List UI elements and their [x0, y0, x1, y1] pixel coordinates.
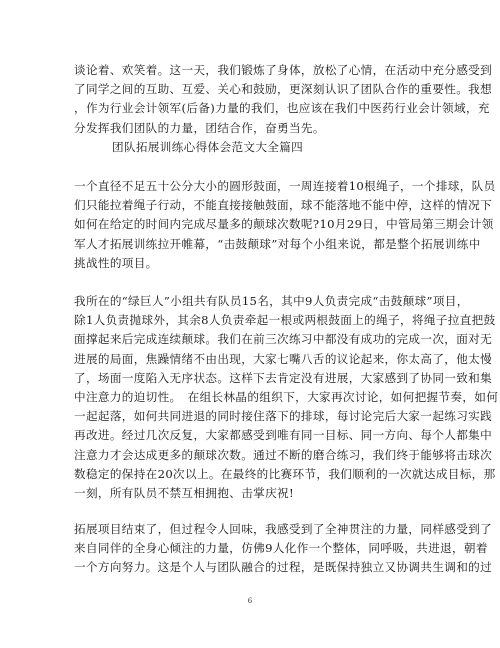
text-line: 了同学之间的互助、互爱、关心和鼓励，更深刻认识了团队合作的重要性。我想 [74, 82, 493, 97]
text-line: 除1人负责抛球外，其余8人负责牵起一根或两根鼓面上的绳子，将绳子拉直把鼓 [74, 313, 496, 328]
text-line: 军人才拓展训练拉开帷幕，“击鼓颠球”对每个小组来说，都是整个拓展训练中 [74, 236, 481, 251]
page-number: 6 [247, 597, 253, 605]
paragraph-2 [74, 292, 499, 503]
text-line: 面撑起来后完成连续颠球。我们在前三次练习中都没有成功的完成一次，面对无 [74, 332, 493, 347]
text-line: 一个直径不足五十公分大小的圆形鼓面，一周连接着10根绳子，一个排球，队员 [74, 179, 496, 193]
text-line: 谈论着、欢笑着。这一天，我们锻炼了身体，放松了心情，在活动中充分感受到 [74, 63, 493, 77]
text-line: 进展的局面，焦躁情绪不由出现，大家七嘴八舌的议论起来，你太高了，他太慢 [74, 351, 493, 366]
text-line: 挑战性的项目。 [74, 255, 158, 270]
paragraph-3 [74, 520, 493, 578]
paragraph-1 [74, 177, 496, 273]
paragraph-intro [74, 61, 493, 138]
text-line: 一刻，所有队员不禁互相拥抱、击掌庆祝! [74, 485, 294, 500]
text-line: 数稳定的保持在20次以上。在最终的比赛环节，我们顺利的一次就达成目标，那 [74, 466, 496, 481]
text-line: 来自同伴的全身心倾注的力量，仿佛9人化作一个整体，同呼吸，共进退，朝着 [74, 541, 488, 556]
text-line: 了，场面一度陷入无序状态。这样下去肯定没有进展，大家感到了协同一致和集 [74, 370, 493, 385]
text-line: 一个方向努力。这是个人与团队融合的过程，是既保持独立又协调共生调和的过 [74, 560, 493, 575]
text-line: 分发挥我们团队的力量，团结合作，奋勇当先。 [74, 120, 325, 135]
text-line: 再改进。经过几次反复，大家都感受到唯有同一目标、同一方向、每个人都集中 [74, 428, 493, 443]
text-line: 如何在给定的时间内完成尽量多的颠球次数呢?10月29日，中管局第三期会计领 [74, 217, 494, 232]
text-line: 们只能拉着绳子行动，不能直接接触鼓面，球不能落地不能中停，这样的情况下 [74, 198, 493, 213]
text-line: 中注意力的迫切性。 在组长林晶的组织下，大家再次讨论，如何把握节奏，如何 [74, 389, 499, 404]
section-heading: 团队拓展训练心得体会范文大全篇四 [112, 140, 304, 154]
text-line: 一起起落，如何共同进退的同时接住落下的排球，每讨论完后大家一起练习实践 [74, 409, 493, 424]
text-line: 注意力才会达成更多的颠球次数。通过不断的磨合练习，我们终于能够将击球次 [74, 447, 493, 462]
text-line: ，作为行业会计领军(后备)力量的我们，也应该在我们中医药行业会计领域，充 [74, 101, 490, 116]
text-line: 我所在的“绿巨人”小组共有队员15名，其中9人负责完成“击鼓颠球”项目， [74, 294, 469, 308]
text-line: 拓展项目结束了，但过程令人回味，我感受到了全神贯注的力量，同样感受到了 [74, 522, 493, 536]
